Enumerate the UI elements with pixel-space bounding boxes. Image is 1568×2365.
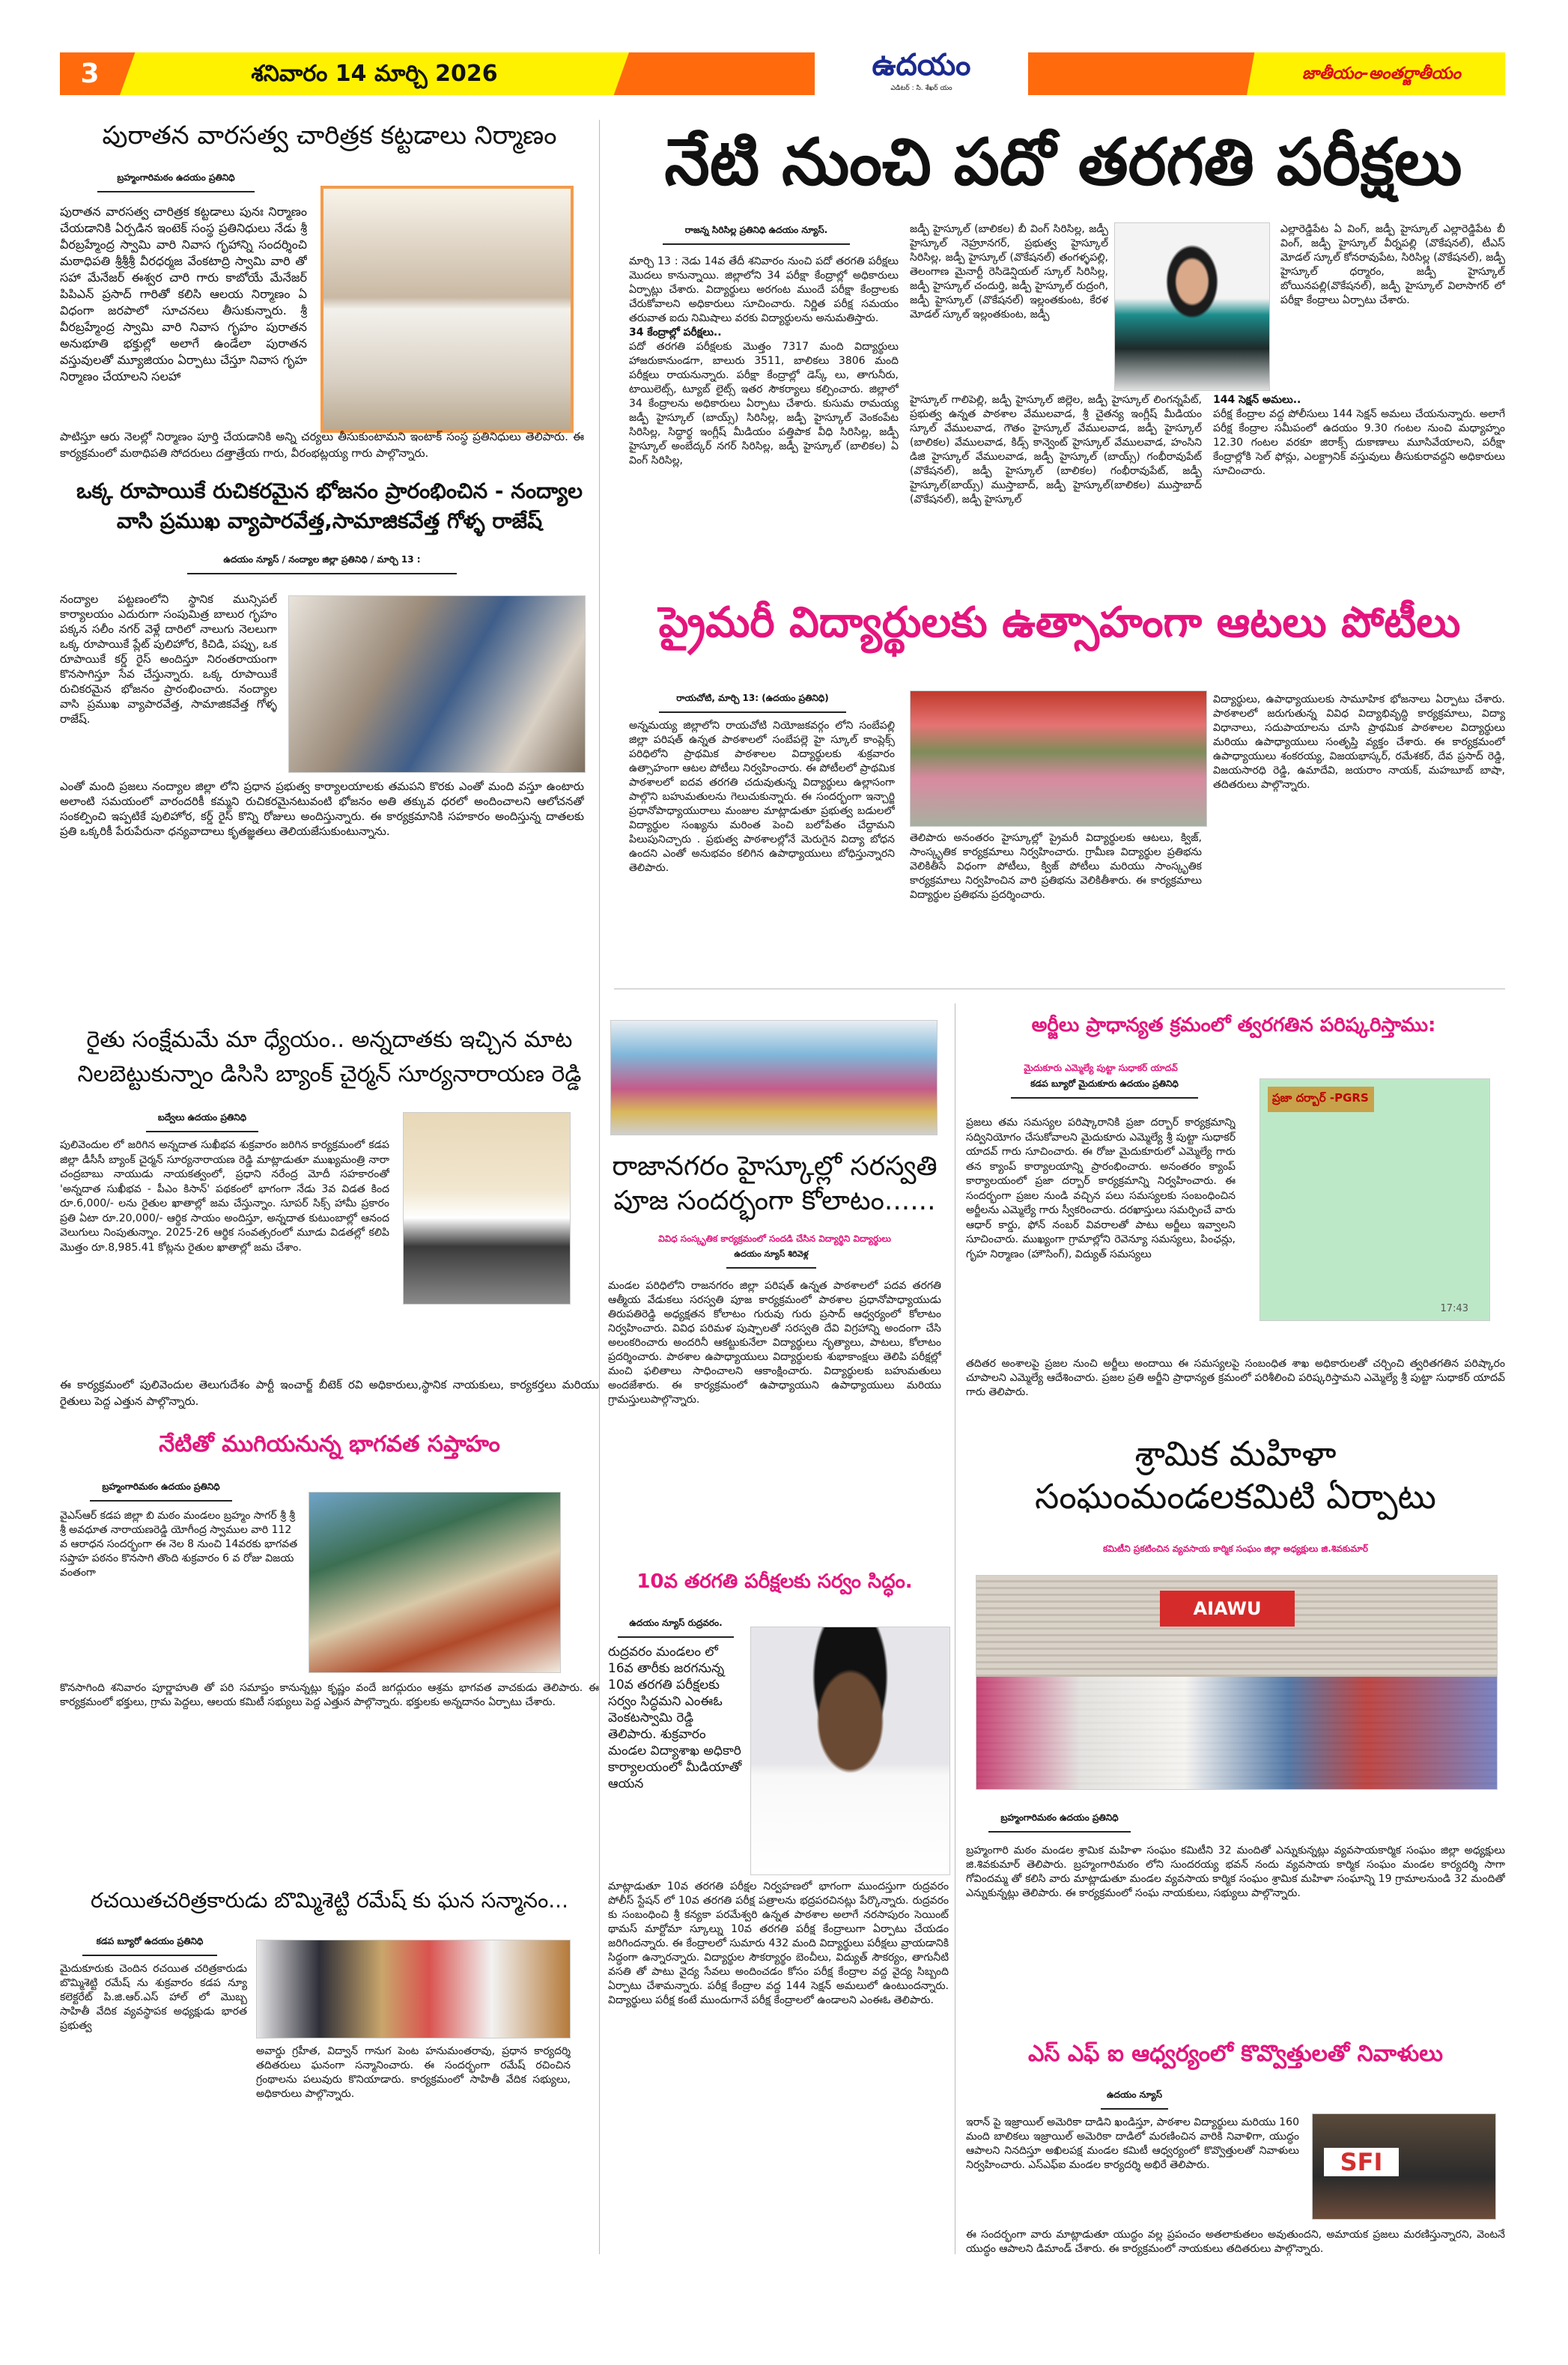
women-labour-subhead: కమిటీని ప్రకటించిన వ్యవసాయ కార్మిక సంఘం జిల్లా అధ్యక్షులు జి.శివకుమార్ [1102, 1543, 1369, 1554]
kolatam-byline: ఉదయం న్యూస్ శిరివెళ్ల [726, 1249, 816, 1269]
section-name: జాతీయం-అంతర్జాతీయం [1302, 64, 1461, 83]
page-number: 3 [80, 58, 100, 89]
farmers-headline-line2: నిలబెట్టుకున్నాం డిసిసి బ్యాంక్ చైర్మన్ సూర్యనారాయణ రెడ్డి [77, 1061, 582, 1087]
lead-headline: నేటి నుంచి పదో తరగతి పరీక్షలు [664, 125, 1462, 200]
farmers-body-continued: ఈ కార్యక్రమంలో పులివెందుల తెలుగుదేశం పార్టీ ఇంచార్జ్ బీటెక్ రవి అధికారులు,స్థానిక నాయకులు, కార్యకర్తలు మరియు రైతులు పెద్ద ఎత్తున పాల్గొన్నారు. [60, 1378, 599, 1408]
petitions-photo-banner: ప్రజా దర్బార్ -PGRS [1268, 1087, 1374, 1112]
sports-byline: రాయచోటి, మార్చి 13: (ఉదయం ప్రతినిధి) [659, 693, 846, 713]
women-labour-headline-line2: సంఘంమండలకమిటి ఏర్పాటు [1035, 1476, 1436, 1517]
sports-col3: విద్యార్థులు, ఉపాధ్యాయులకు సామూహిక భోజనాలు ఏర్పాటు చేశారు. పాఠశాలలో జరుగుతున్న వివిధ విద్యాభివృద్ధి కార్యక్రమాలు, విద్యా విధానాలు, సదుపాయాలను చూసి ప్రాథమిక పాఠశాలల విద్యార్థులు మరియు ఉపాధ్యాయులు సంతృప్తి వ్యక్తం చేశారు. ఈ కార్యక్రమంలో ఉపాధ్యాయులు శంకరయ్య, విజయభాస్కర్, రమేశకర్, దేవ ప్రసాద్ రెడ్డి, విజయసారధి రెడ్డి, ఉమాదేవి, జయరాం నాయక్, మహబూబ్ బాషా, తదితరులు పాల్గొన్నారు. [1213, 693, 1505, 791]
heritage-photo [320, 186, 574, 433]
sfi-body: ఇరాన్ పై ఇజ్రాయిల్ అమెరికా దాడిని ఖండిస్తూ, పాఠశాల విద్యార్థులు మరియు 160 మంది బాలికలు ఇజ్రాయిల్ అమెరికా దాడిలో మరణించిన వారికి నివాళిగా, యుద్ధం ఆపాలని నినదిస్తూ అఖిలపక్ష మండల కమిటీ ఆధ్వర్యంలో కొవ్వొత్తులతో నివాళులు నిర్వహించారు. ఎస్ఎఫ్ఐ మండల కార్యదర్శి అభిరే తెలిపారు. [966, 2116, 1299, 2171]
farmers-headline-line1: రైతు సంక్షేమమే మా ధ్యేయం.. అన్నదాతకు ఇచ్చిన మాట [86, 1027, 573, 1053]
honour-body-continued: అవార్డు గ్రహీత, విద్వాన్ గానుగ పెంట హనుమంతరావు, ప్రధాన కార్యదర్శి తదితరులు ఘనంగా సన్మానించారు. ఈ సందర్భంగా రమేష్ రచించిన గ్రంథాలను పలువురు కొనియాడారు. కార్యక్రమంలో సాహితీ వేదిక సభ్యులు, అధికారులు పాల్గొన్నారు. [256, 2045, 571, 2100]
sports-col2: తెలిపారు అనంతరం హైస్కూల్లో ప్రైమరీ విద్యార్థులకు ఆటలు, క్విజ్, సాంస్కృతిక కార్యక్రమాలు నిర్వహించారు. గ్రామీణ విద్యార్థుల ప్రతిభను వెలికితీసే విధంగా పోటీలు, క్విజ్ పోటీలు మరియు సాంస్కృతిక కార్యక్రమాలు నిర్వహించిన వారి ప్రతిభను వెలికితీశారు. ఈ కార్యక్రమాలు విద్యార్థుల ప్రతిభను ప్రదర్శించారు. [910, 832, 1202, 901]
women-labour-headline-line1: శ్రామిక మహిళా [1134, 1433, 1337, 1474]
honour-photo [256, 1940, 571, 2038]
kolatam-headline: రాజానగరం హైస్కూల్లో సరస్వతి పూజ సందర్భంగా కోలాటం...... [612, 1151, 938, 1216]
petitions-body-continued: తదితర అంశాలపై ప్రజల నుంచి అర్జీలు అందాయి ఈ సమస్యలపై సంబంధిత శాఖ అధికారులతో చర్చించి త్వరితగతిన పరిష్కారం చూపాలని ఎమ్మెల్యే ఆదేశించారు. ప్రజల ప్రతి అర్జీని ప్రాధాన్యత క్రమంలో పరిశీలించి పరిష్కరిస్తామని ఎమ్మెల్యే శ్రీ పుట్టా సుధాకర్ యాదవ్ గారు తెలిపారు. [966, 1358, 1505, 1398]
heritage-body-continued: పాటిస్తూ ఆరు నెలల్లో నిర్మాణం పూర్తి చేయడానికి అన్ని చర్యలు తీసుకుంటామని ఇంటాక్ సంస్థ ప్రతినిధులు తెలిపారు. ఈ కార్యక్రమంలో మఠాధిపతి సోదరులు దత్తాత్రేయ గారు, వీరంభట్లయ్య గారు పాల్గొన్నారు. [60, 430, 584, 460]
people-group [976, 1677, 1497, 1789]
petitions-photo [1259, 1078, 1490, 1321]
petitions-subhead: మైదుకూరు ఎమ్మెల్యే పుట్టా సుధాకర్ యాదవ్ [1024, 1063, 1178, 1073]
exams-col2-b: హైస్కూల్ గాలిపెల్లి, జడ్పీ హైస్కూల్ జిల్లెల, జడ్పీ హైస్కూల్ లింగన్నపేట్, ప్రభుత్వ ఉన్నత పాఠశాల వేములవాడ, శ్రీ చైతన్య ఇంగ్లీష్ మీడియం స్కూల్ వేములవాడ, గౌతం హైస్కూల్ వేములవాడ, జడ్పీ హైస్కూల్ (బాలికల) వేములవాడ, కిడ్స్ కాన్వెంట్ హైస్కూల్ వేములవాడ, హంసిని డిజి హైస్కూల్ వేములవాడ, జడ్పీ హైస్కూల్ (బాయ్స్) గంభీరావుపేట్ (వొకేషనల్), జడ్పీ హైస్కూల్ (బాలికల) గంభీరావుపేట్, జడ్పీ హైస్కూల్(బాయ్స్) ముస్తాబాద్, జడ్పీ హైస్కూల్(బాలికల) ముస్తాబాద్ (వొకేషనల్), జడ్పీ హైస్కూల్ [910, 394, 1202, 506]
exams-col3: ఎల్లారెడ్డిపేట ఏ వింగ్, జడ్పీ హైస్కూల్ ఎల్లారెడ్డిపేట బీ వింగ్, జడ్పీ హైస్కూల్ వీర్నపల్లి (వొకేషనల్), టీఎస్ మోడల్ స్కూల్ కోనరావుపేట, సిరిసిల్ల (వొకేషనల్), జడ్పీ హైస్కూల్ ధర్మారం, జడ్పీ హైస్కూల్ బోయినపల్లి(వొకేషనల్), జడ్పీ హైస్కూల్ విలాసాగర్ లో పరీక్షా కేంద్రాలు ఏర్పాటు చేశారు. [1280, 223, 1505, 306]
bhagavatam-body-continued: కొనసాగింది శనివారం పూర్ణాహుతి తో పరి సమాప్తం కానున్నట్లు కృష్ణం వందే జగద్గురుం ఆశ్రమ భాగవత వాచకుడు తెలిపారు. ఈ కార్యక్రమంలో భక్తులు, గ్రామ పెద్దలు, ఆలయ కమిటీ సభ్యులు పెద్ద ఎత్తున పాల్గొన్నారు. భక్తులకు అన్నదానం ఏర్పాటు చేశారు. [60, 1682, 599, 1708]
bhagavatam-body: వైఎస్ఆర్ కడప జిల్లా బి మఠం మండలం బ్రహ్మం సాగర్ శ్రీ శ్రీ శ్రీ అవధూత నారాయణరెడ్డి యోగీంద్ర స్వాముల వారి 112 వ ఆరాధన సందర్భంగా ఈ నెల 8 నుంచి 14వరకు భాగవత సప్తాహ పఠనం కొనసాగి తొంది శుక్రవారం 6 వ రోజు విజయ వంతంగా [60, 1510, 298, 1579]
exams-subhead-centres: 34 కేంద్రాల్లో పరీక్షలు.. [629, 327, 722, 338]
collector-photo [1114, 222, 1270, 391]
tenth-ready-body: రుద్రవరం మండలం లో 16వ తారీకు జరగనున్న 10వ తరగతి పరీక్షలకు సర్వం సిద్ధమని ఎంఈఓ వెంకటస్వామి రెడ్డి తెలిపారు. శుక్రవారం మండల విద్యాశాఖ అధికారి కార్యాలయంలో మీడియాతో ఆయన [608, 1645, 742, 1791]
kolatam-body: మండల పరిధిలోని రాజనగరం జిల్లా పరిషత్ ఉన్నత పాఠశాలలో పదవ తరగతి ఆత్మీయ వేడుకలు సరస్వతి పూజ కార్యక్రమంలో పాఠశాల ప్రధానోపాధ్యాయుడు తిరుపతిరెడ్డి అధ్యక్షతన కోలాటం గురువు గురు ప్రసాద్ ఆధ్వర్యంలో కోలాటం నిర్వహించారు. వివిధ పరిమళ పుష్పాలతో సరస్వతి దేవి విగ్రహాన్ని అందంగా చేసి అలంకరించారు అందరినీ ఆకట్టుకునేలా విద్యార్థులు నృత్యాలు, పాటలు, కోలాటం ప్రదర్శించారు. పాఠశాల ఉపాధ్యాయులు విద్యార్థులకు శుభాకాంక్షలు తెలిపి పరీక్షల్లో మంచి ఫలితాలు సాధించాలని ఆకాంక్షించారు. విద్యార్థులకు బహుమతులు అందజేశారు. ఈ కార్యక్రమంలో ఉపాధ్యాయుని ఉపాధ్యాయులు మరియు గ్రామస్తులుపాల్గొన్నారు. [608, 1280, 941, 1406]
heritage-byline: బ్రహ్మంగారిమఠం ఉదయం ప్రతినిధి [97, 172, 255, 192]
logo-box [815, 46, 1028, 97]
bhagavatam-headline: నేటితో ముగియనున్న భాగవత సప్తాహం [159, 1431, 500, 1457]
petitions-byline: కడప బ్యూరో మైదుకూరు ఉదయం ప్రతినిధి [1011, 1078, 1198, 1099]
honour-body: మైదుకూరుకు చెందిన రచయిత చరిత్రకారుడు బొమ్మిశెట్టి రమేష్ ను శుక్రవారం కడప న్యూ కలెక్టరేట్ పి.జి.ఆర్.ఎస్ హాల్ లో మొబ్బ సాహితీ వేదిక వ్యవస్థాపక అధ్యక్షుడు భారత ప్రభుత్వ [60, 1963, 247, 2032]
farmers-photo [403, 1112, 571, 1305]
tenth-ready-headline: 10వ తరగతి పరీక్షలకు సర్వం సిద్ధం. [636, 1570, 913, 1593]
exams-byline: రాజన్న సిరిసిల్ల ప్రతినిధి ఉదయం న్యూస్. [663, 225, 850, 245]
exams-col1 [629, 255, 899, 558]
meal-headline-line1: ఒక్క రూపాయికే రుచికరమైన భోజనం ప్రారంభించిన - నంద్యాల [76, 479, 583, 503]
bhagavatam-photo [309, 1492, 561, 1673]
farmers-byline: బద్వేలు ఉదయం ప్రతినిధి [146, 1112, 258, 1132]
heritage-headline: పురాతన వారసత్వ చారిత్రక కట్టడాలు నిర్మాణం [102, 121, 557, 151]
honour-headline: రచయితచరిత్రకారుడు బొమ్మిశెట్టి రమేష్ కు ఘన సన్మానం... [91, 1888, 568, 1913]
meal-body-continued: ఎంతో మంది ప్రజలు నంద్యాల జిల్లా లోని ప్రధాన ప్రభుత్వ కార్యాలయాలకు తమపని కొరకు ఎంతో మంది వస్తూ ఉంటారు అలాంటి సమయంలో వారందరికీ కమ్మని రుచికరమైనటువంటి భోజనం అతి తక్కువ ధరలో అందించాలని ఆలోచనతో సంకల్పించి ఇప్పటికే పులిహోర, కర్డ్ రైస్ కొన్ని రోజులు అందిస్తున్నారు. ఈ కార్యక్రమానికి సహకారం అందిస్తున్న దాతలకు ప్రతి ఒక్కరికీ పేరుపేరునా ధన్యవాదాలు కృతజ్ఞతలు తెలియజేసుకుంటున్నాను. [60, 780, 584, 838]
logo-tagline: ఎడిటర్ : సి. శేఖర్ యం [890, 85, 952, 92]
heritage-body: పురాతన వారసత్వ చారిత్రక కట్టడాలు పునః నిర్మాణం చేయడానికి ఏర్పడిన ఇంటెక్ సంస్థ ప్రతినిధులు నేడు శ్రీ వీరబ్రహ్మేంద్ర స్వామి వారి నివాస గృహాన్ని సందర్శించి మఠాధిపతి శ్రీశ్రీశ్రీ వీరధర్మజ వేంకటాద్రి స్వామి వారి తో సహా మేనేజర్ ఈశ్వర చారి గారు కాబోయే మేనేజర్ పిపిఎన్ ప్రసాద్ గారితో కలిసి ఆలయ నిర్మాణం ఏ విధంగా జరపాలో సూచనలు తీసుకున్నారు. శ్రీ వీరబ్రహ్మేంద్ర స్వామి వారి నివాస గృహం పురాతన అనుభూతి భక్తుల్లో అలాగే ఉండేలా పురాతన వస్తువులతో మ్యూజియం ఏర్పాటు చేస్తూ నివాస గృహ నిర్మాణం చేయాలని సలహా [60, 204, 307, 383]
kolatam-photo [610, 1020, 938, 1135]
kolatam-subhead: వివిధ సంస్కృతిక కార్యక్రమంలో సందడి చేసిన విద్యార్థిని విద్యార్థులు [658, 1233, 891, 1244]
exams-col2: జడ్పీ హైస్కూల్ (బాలికల) బీ వింగ్ సిరిసిల్ల, జడ్పీ హైస్కూల్ నెహ్రూనగర్, ప్రభుత్వ హైస్కూల్ సిరిసిల్ల, జడ్పీ హైస్కూల్ (వొకేషనల్) తంగళ్ళపల్లి, తెలంగాణ మైనార్టీ రెసిడెన్షియల్ స్కూల్ సిరిసిల్ల, జడ్పీ హైస్కూల్ చందుర్తి, జడ్పీ హైస్కూల్ రుద్రంగి, జడ్పీ హైస్కూల్ (వొకేషనల్) ఇల్లంతకుంట, కేరళ మోడల్ స్కూల్ ఇల్లంతకుంట, జడ్పీ [910, 223, 1108, 321]
tenth-ready-byline: ఉదయం న్యూస్ రుద్రవరం. [618, 1618, 734, 1638]
women-labour-photo-banner: AIAWU [1160, 1591, 1295, 1627]
honour-byline: కడప బ్యూరో ఉదయం ప్రతినిధి [82, 1936, 217, 1956]
meal-headline-line2: వాసి ప్రముఖ వ్యాపారవేత్త,సామాజికవేత్త గోళ్ళ రాజేష్ [116, 508, 543, 533]
sfi-photo-banner: SFI [1324, 2148, 1399, 2176]
sports-headline: ప్రైమరీ విద్యార్థులకు ఉత్సాహంగా ఆటలు పోటీలు [658, 598, 1461, 647]
farmers-body: పులివెందుల లో జరిగిన అన్నదాత సుఖీభవ శుక్రవారం జరిగిన కార్యక్రమంలో కడప జిల్లా డీసీసీ బ్యాంక్ చైర్మన్ సూర్యనారాయణ రెడ్డి మాట్లాడుతూ ముఖ్యమంత్రి నారా చంద్రబాబు నాయుడు నాయకత్వంలో, ప్రధాని నరేంద్ర మోదీ సహకారంతో 'అన్నదాత సుఖీభవ - పీఎం కిసాన్' పథకంలో భాగంగా నేడు 3వ విడత కింద రూ.6,000/- లను రైతుల ఖాతాల్లో జమ చేస్తున్నాం. సూపర్ సిక్స్ హామీ ప్రకారం ప్రతి ఏటా రూ.20,000/- ఆర్థిక సాయం అందిస్తూ, అన్నదాత కుటుంబాల్లో ఆనంద వెలుగులు నింపుతున్నాం. 2025-26 ఆర్థిక సంవత్సరంలో మూడు విడతల్లో కలిపి మొత్తం రూ.8,985.41 కోట్లను రైతుల ఖాతాల్లో జమ చేశాం. [60, 1139, 389, 1254]
column-divider [599, 120, 600, 2254]
bhagavatam-byline: బ్రహ్మంగారిమఠం ఉదయం ప్రతినిధి [90, 1481, 232, 1502]
meal-byline: ఉదయం న్యూస్ / నంద్యాల జిల్లా ప్రతినిధి / మార్చి 13 : [187, 554, 457, 574]
meal-body: నంద్యాల పట్టణంలోని స్థానిక మున్సిపల్ కార్యాలయం ఎదురుగా సంపుమిత్ర బాలుర గృహం పక్కన సలీం నగర్ వెళ్లే దారిలో నాలుగు నెలలుగా ఒక్క రూపాయికే ప్లేట్ పులిహోర, కిచిడి, పప్పు, ఒక రూపాయికే కర్డ్ రైస్ అందిస్తూ నిరంతరాయంగా కొనసాగిస్తూ సేవ చేస్తున్నారు. ఒక్క రూపాయికే రుచికరమైన భోజనం ప్రారంభించారు. నంద్యాల వాసి ప్రముఖ వ్యాపారవేత్త, సామాజికవేత్త గోళ్ళ రాజేష్. [60, 592, 277, 726]
tenth-ready-body-continued: మాట్లాడుతూ 10వ తరగతి పరీక్షల నిర్వహణలో భాగంగా ముందస్తుగా రుద్రవరం పోలీస్ స్టేషన్ లో 10వ తరగతి పరీక్ష పత్రాలను భద్రపరచినట్లు పేర్కొన్నారు. రుద్రవరం కు సంబంధించి శ్రీ కన్యకా పరమేశ్వరి ఉన్నత పాఠశాల అలాగే నరసాపురం సెయింట్ థామస్ మార్టోమా స్కూల్ను 10వ తరగతి పరీక్ష కేంద్రాలుగా ఏర్పాటు చేయడం జరిగిందన్నారు. ఈ కేంద్రాలలో సుమారు 432 మంది విద్యార్థులు పరీక్షలు వ్రాయడానికి సిద్ధంగా ఉన్నారన్నారు. విద్యార్థుల సౌకర్యార్థం బెంచీలు, విద్యుత్ సౌకర్యం, తాగునీటి వసతి తో పాటు వైద్య సేవలు అందించడం కోసం పరీక్ష కేంద్రాల వద్ద వైద్య సిబ్బంది ఏర్పాటు చేశామన్నారు. పరీక్ష కేంద్రాల వద్ద 144 సెక్షన్ అమలులో ఉంటుందన్నారు. విద్యార్థులు పరీక్ష కంటే ముందుగానే పరీక్ష కేంద్రాలలో ఉండాలని ఎంఈఓ తెలిపారు. [608, 1880, 949, 2006]
women-labour-body: బ్రహ్మంగారి మఠం మండల శ్రామిక మహిళా సంఘం కమిటీని 32 మందితో ఎన్నుకున్నట్లు వ్యవసాయకార్మిక సంఘం జిల్లా అధ్యక్షులు జి.శివకుమార్ తెలిపారు. బ్రహ్మంగారిమఠం లోని సుందరయ్య భవన్ నందు వ్యవసాయ కార్మిక సంఘం మండల కార్యదర్శి సాగా గోవిందమ్మ తో కలిసి వారు మాట్లాడుతూ మండల వ్యవసాయ కార్మిక సంఘం శ్రామిక మహిళా సంఘాన్ని 19 గ్రామాలనుండి 32 మందితో ఎన్నుకున్నట్లు తెలిపారు. ఈ కార్యక్రమంలో సంఘ నాయకులు, సభ్యులు పాల్గొన్నారు. [966, 1845, 1505, 1899]
exams-col1-text-b: పదో తరగతి పరీక్షలకు మొత్తం 7317 మంది విద్యార్థులు హాజరుకానుండగా, బాలురు 3511, బాలికలు 3806 మంది పరీక్షలు రాయనున్నారు. పరీక్షా కేంద్రాల్లో డెస్క్ లు, తాగునీరు, టాయిలెట్స్, ట్యూబ్ లైట్స్ ఇతర సౌకర్యాలు కల్పించారు. జిల్లాలో 34 కేంద్రాలను అధికారులు ఏర్పాటు చేశారు. కుసుమ రామయ్య జడ్పీ హైస్కూల్ (బాయ్స్) సిరిసిల్ల, జడ్పీ హైస్కూల్ వెంకంపేట సిరిసిల్ల, సిద్ధార్థ ఇంగ్లీష్ మీడియం పత్తిపాక వీధి సిరిసిల్ల, జడ్పీ హైస్కూల్ అంబేద్కర్ నగర్ సిరిసిల్ల, జడ్పీ హైస్కూల్ (బాలికల) ఏ వింగ్ సిరిసిల్ల, [629, 341, 899, 467]
sfi-photo [1312, 2113, 1496, 2220]
meo-photo [750, 1627, 950, 1875]
women-labour-byline: బ్రహ్మంగారిమఠం ఉదయం ప్రతినిధి [988, 1812, 1131, 1833]
exams-col1-text: మార్చి 13 : నెడు 14వ తేదీ శనివారం నుంచి పదో తరగతి పరీక్షలు మొదలు కానున్నాయి. జిల్లాలోని 34 పరీక్షా కేంద్రాల్లో అధికారులు ఏర్పాట్లు చేశారు. విద్యార్థులు అరగంట ముందే పరీక్షా కేంద్రాలకు చేరుకోవాలని అధికారులు సూచించారు. నిర్ణిత పరీక్ష సమయం తరువాత ఐదు నిమిషాలు వరకు విద్యార్థులను అనుమతిస్తారు. [629, 255, 899, 324]
sfi-headline: ఎస్ ఎఫ్ ఐ ఆధ్వర్యంలో కొవ్వొత్తులతో నివాళులు [1028, 2041, 1443, 2067]
exams-subhead-144: 144 సెక్షన్ అమలు.. [1213, 394, 1301, 406]
sfi-byline: ఉదయం న్యూస్ [1101, 2089, 1168, 2110]
exams-col3-b [1213, 393, 1505, 528]
meal-photo [288, 595, 586, 773]
logo-wordmark: ఉదయం [872, 48, 971, 82]
issue-date: శనివారం 14 మార్చి 2026 [251, 61, 498, 87]
sports-col1: అన్నమయ్య జిల్లాలోని రాయచోటి నియోజకవర్గం లోని సంబేపల్లి జిల్లా పరిషత్ ఉన్నత పాఠశాలలో సంబేపల్లె హై స్కూల్ కాంప్లెక్స్ పరిధిలోని ప్రాథమిక పాఠశాలల విద్యార్థులకు శుక్రవారం ఉత్సాహంగా ఆటల పోటీలు నిర్వహించారు. ఈ పోటీలలో ప్రాథమిక పాఠశాలలో ఐదవ తరగతి చదువుతున్న విద్యార్థులు ఉల్లాసంగా పాల్గొని బహుమతులను గెలుచుకున్నారు. ఈ సందర్భంగా ఇన్చార్జి ప్రధానోపాధ్యాయురాలు మంజుల మాట్లాడుతూ ప్రభుత్వ బడులలో విద్యార్థుల సంఖ్యను మరింత పెంచి బలోపేతం చేద్దామని పిలుపునిచ్చారు . ప్రభుత్వ పాఠశాలల్లోనే మెరుగైన విద్యా బోధన ఉందని ఎంతో అనుభవం కలిగిన ఉపాధ్యాయులు బోధిస్తున్నారని తెలిపారు. [629, 720, 895, 874]
photo-timestamp: 17:43 [1440, 1303, 1468, 1314]
sfi-body-continued: ఈ సందర్భంగా వారు మాట్లాడుతూ యుద్ధం వల్ల ప్రపంచం అతలాకుతలం అవుతుందని, అమాయక ప్రజలు మరణిస్తున్నారని, వెంటనే యుద్ధం ఆపాలని డిమాండ్ చేశారు. ఈ కార్యక్రమంలో నాయకులు తదితరులు పాల్గొన్నారు. [966, 2229, 1505, 2255]
petitions-headline: అర్జీలు ప్రాధాన్యత క్రమంలో త్వరగతిన పరిష్కరిస్తాము: [1031, 1014, 1436, 1036]
petitions-body: ప్రజలు తమ సమస్యల పరిష్కారానికి ప్రజా దర్బార్ కార్యక్రమాన్ని సద్వినియోగం చేసుకోవాలని మైదుకూరు ఎమ్మెల్యే శ్రీ పుట్టా సుధాకర్ యాదవ్ గారు సూచించారు. ఈ రోజు మైదుకూరులో ఎమ్మెల్యే గారు తన క్యాంప్ కార్యాలయాన్ని ప్రారంభించారు. అనంతరం క్యాంప్ కార్యాలయంలో ప్రజా దర్బార్ కార్యక్రమాన్ని నిర్వహించారు. ఈ సందర్భంగా ప్రజల నుండి వచ్చిన పలు సమస్యలకు సంబంధించిన అర్జీలను ఎమ్మెల్యే గారు స్వీకరించారు. దరఖాస్తులు సమర్పించే వారు ఆధార్ కార్డు, ఫోన్ నంబర్ వివరాలతో పాటు అర్జీలు ఇవ్వాలని సూచించారు. ముఖ్యంగా గ్రామాల్లోని రెవెన్యూ సమస్యలు, పింఛన్లు, గృహ నిర్మాణం (హౌసింగ్), విద్యుత్ సమస్యలు [966, 1117, 1236, 1260]
sports-photo [910, 690, 1207, 827]
exams-col3-text-b: పరీక్ష కేంద్రాల వద్ద పోలీసులు 144 సెక్షన్ అమలు చేయనున్నారు. అలాగే పరీక్ష కేంద్రాల సమీపంలో ఉదయం 9.30 గంటల నుంచి మధ్యాహ్నం 12.30 గంటల వరకూ జిరాక్స్ దుకాణాలు మూసివేయాలని, పరీక్షా కేంద్రాల్లోకి సెల్ ఫోన్లు, ఎలక్ట్రానిక్ వస్తువులు తీసుకురావద్దని అధికారులు సూచించారు. [1213, 408, 1505, 477]
women-labour-photo [976, 1575, 1498, 1790]
